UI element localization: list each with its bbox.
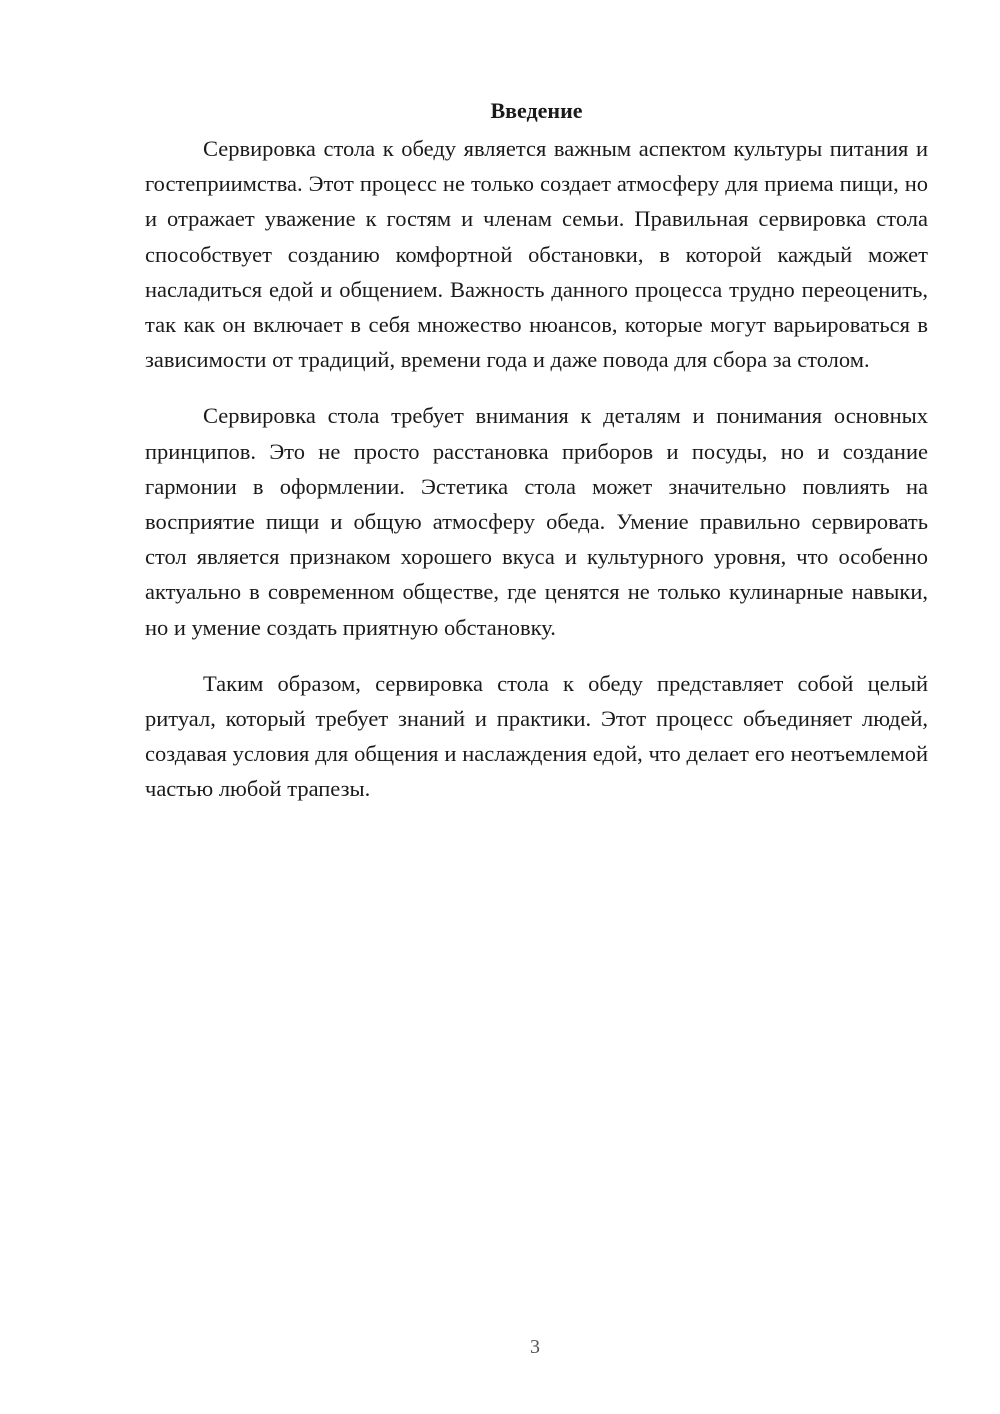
paragraph-3: Таким образом, сервировка стола к обеду представляет собой целый ритуал, который требует знаний и практики. Этот процесс объединяет людей, создавая условия для общения и наслаждения едой, что делает его неотъемлемой частью любой трапезы. bbox=[145, 670, 928, 802]
document-body bbox=[145, 96, 928, 807]
paragraph-2: Сервировка стола требует внимания к деталям и понимания основных принципов. Это не просто расстановка приборов и посуды, но и создание гармонии в оформлении. Эстетика стола может значительно повлиять на восприятие пищи и общую атмосферу обеда. Умение правильно сервировать стол является признаком хорошего вкуса и культурного уровня, что особенно актуально в современном обществе, где ценятся не только кулинарные навыки, но и умение создать приятную обстановку. bbox=[145, 403, 928, 640]
page-number: 3 bbox=[530, 1336, 540, 1358]
section-heading: Введение bbox=[490, 98, 583, 123]
paragraph-1: Сервировка стола к обеду является важным аспектом культуры питания и гостеприимства. Этот процесс не только создает атмосферу для приема пищи, но и отражает уважение к гостям и членам семьи. Правильная сервировка стола способствует созданию комфортной обстановки, в которой каждый может насладиться едой и общением. Важность данного процесса трудно переоценить, так как он включает в себя множество нюансов, которые могут варьироваться в зависимости от традиций, времени года и даже повода для сбора за столом. bbox=[145, 136, 928, 373]
